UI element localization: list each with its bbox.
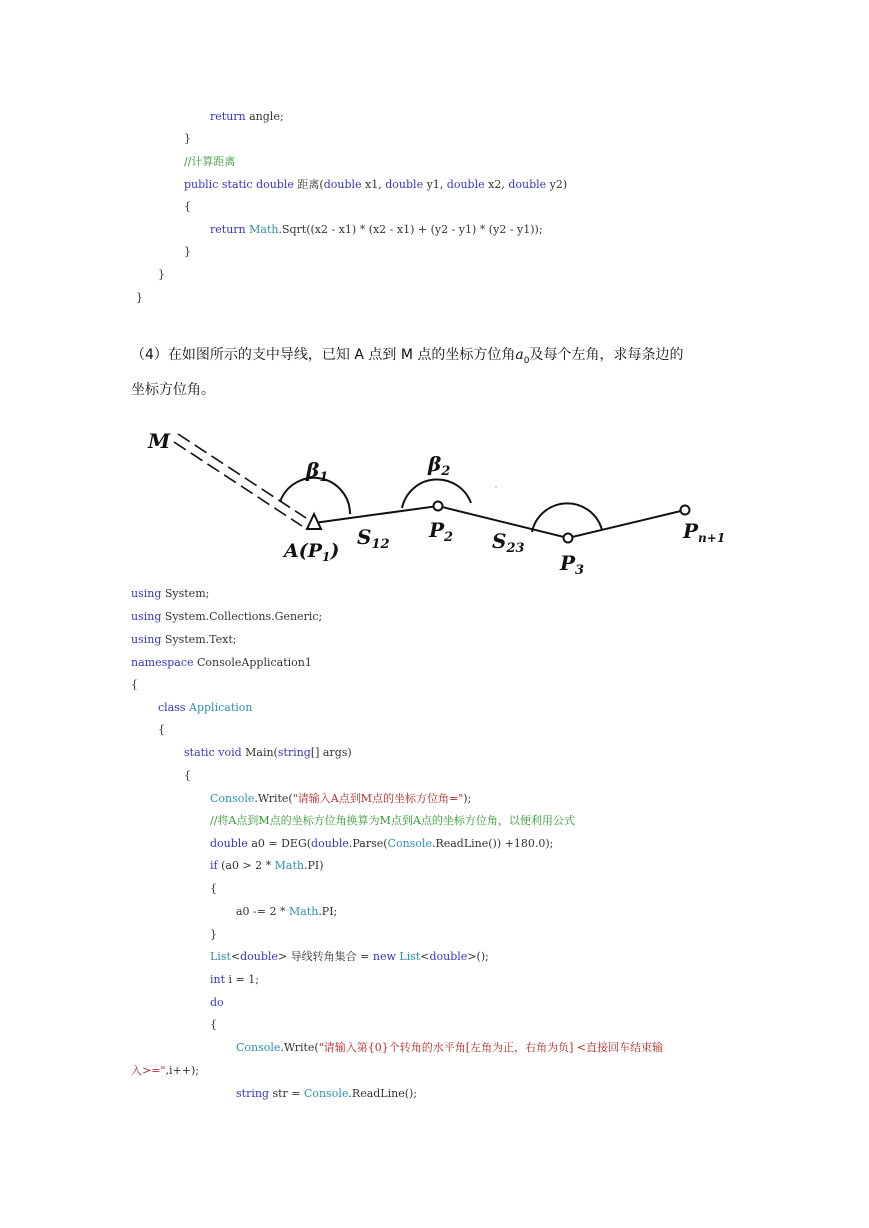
code-line: } (158, 268, 165, 281)
code-line: double a0 = DEG(double.Parse(Console.ReadLine()) +180.0); (210, 837, 554, 850)
m-to-a-line (174, 434, 306, 526)
code-line: do (210, 996, 224, 1009)
problem-suffix: 及每个左角，求每条边的 (529, 347, 684, 363)
code-line: 入>=",i++); (131, 1064, 199, 1077)
code-line: static void Main(string[] args) (184, 746, 352, 759)
label-p2: $P_2$ (429, 518, 454, 545)
problem-statement-line2: 坐标方位角。 (131, 382, 215, 398)
label-m: M (148, 429, 171, 453)
code-comment: //将A点到M点的坐标方位角换算为M点到A点的坐标方位角，以便利用公式 (210, 814, 575, 827)
label-beta2: $\beta_2$ (428, 452, 451, 479)
code-line: } (136, 291, 143, 304)
code-line: public static double 距离(double x1, double y1, double x2, double y2) (184, 178, 568, 191)
code-line: return angle; (210, 110, 284, 123)
code-line: { (210, 882, 217, 895)
code-line: int i = 1; (210, 973, 259, 986)
label-s12: $S_{12}$ (357, 525, 390, 552)
azimuth-subscript: 0 (523, 355, 530, 366)
station-p2-marker (434, 502, 443, 511)
code-line: using System; (131, 587, 210, 600)
code-line: { (131, 678, 138, 691)
label-a-p1: $A(P_1)$ (284, 540, 340, 564)
code-line: if (a0 > 2 * Math.PI) (210, 859, 324, 872)
code-line: } (210, 928, 217, 941)
speck (495, 486, 497, 488)
azimuth-symbol: a (515, 347, 524, 363)
label-p3: $P_3$ (560, 551, 585, 578)
code-line: return Math.Sqrt((x2 - x1) * (x2 - x1) + (y2 - y1) * (y2 - y1)); (210, 223, 543, 236)
code-line: using System.Collections.Generic; (131, 610, 323, 623)
label-pn1: $P_{n+1}$ (683, 519, 726, 545)
code-line: Console.Write("请输入A点到M点的坐标方位角="); (210, 792, 472, 805)
code-line: { (158, 723, 165, 736)
station-pn1-marker (681, 506, 690, 515)
code-line: Console.Write("请输入第{0}个转角的水平角[左角为正，右角为负] <直接回车结束输 (236, 1041, 664, 1054)
code-line: { (210, 1018, 217, 1031)
code-line: using System.Text; (131, 633, 237, 646)
problem-prefix: （4）在如图所示的支中导线，已知 A 点到 M 点的坐标方位角 (131, 347, 516, 363)
code-comment: //计算距离 (184, 155, 236, 168)
code-line: } (184, 245, 191, 258)
p3-arc (532, 503, 602, 532)
code-line: namespace ConsoleApplication1 (131, 656, 312, 669)
beta1-arc (280, 478, 350, 514)
code-line: } (184, 132, 191, 145)
code-line: class Application (158, 701, 253, 714)
code-line: string str = Console.ReadLine(); (236, 1087, 418, 1100)
problem-statement (131, 344, 683, 366)
code-line: List<double> 导线转角集合 = new List<double>(); (210, 950, 489, 963)
traverse-diagram (130, 420, 740, 585)
label-s23: $S_{23}$ (492, 529, 525, 556)
code-line: { (184, 200, 191, 213)
code-line: a0 -= 2 * Math.PI; (236, 905, 338, 918)
station-p3-marker (564, 534, 573, 543)
label-beta1: $\beta_1$ (306, 458, 329, 485)
code-line: { (184, 769, 191, 782)
